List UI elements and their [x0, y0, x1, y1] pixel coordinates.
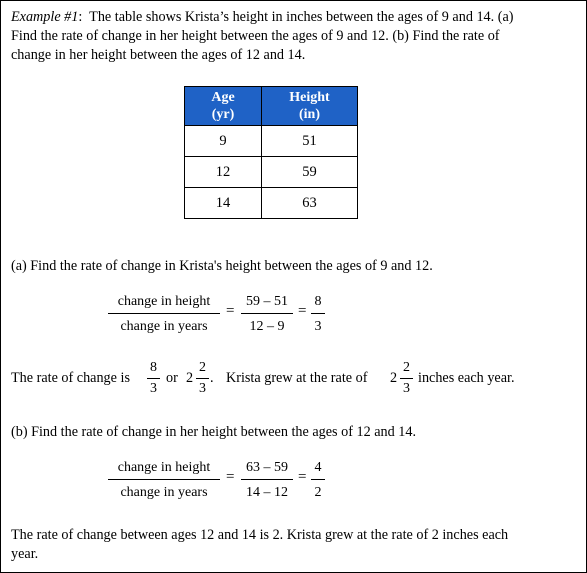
part-a-question: (a) Find the rate of change in Krista's height between the ages of 9 and 12. — [11, 258, 433, 274]
header-height: Height (in) — [262, 87, 358, 126]
part-b-fraction-2: 63 – 59 14 – 12 — [241, 459, 293, 502]
part-a-fraction-1: change in height change in years — [108, 293, 220, 336]
answer-or: or — [166, 370, 178, 386]
answer-fraction: 8 3 — [147, 360, 160, 397]
table-row — [185, 157, 358, 188]
answer-mixed2-whole: 2 — [390, 370, 398, 386]
answer-middle: Krista grew at the rate of — [226, 370, 368, 386]
intro-line-3: change in her height between the ages of 12 and 14. — [11, 47, 306, 63]
table-cell: 12 — [185, 157, 262, 188]
part-a-answer-prefix: The rate of change is — [11, 370, 130, 386]
table-cell: 14 — [185, 188, 262, 219]
table-header-row — [185, 87, 358, 126]
table-cell: 51 — [262, 126, 358, 157]
answer-mixed2-fraction: 2 3 — [400, 360, 413, 397]
part-a-fraction-3: 8 3 — [311, 293, 325, 336]
table-cell: 59 — [262, 157, 358, 188]
part-a-equals-2: = — [298, 303, 307, 319]
intro-line-2: Find the rate of change in her height between the ages of 9 and 12. (b) Find the rate of — [11, 28, 500, 44]
part-b-equals-2: = — [298, 469, 307, 485]
answer-period: . — [210, 370, 214, 386]
answer-mixed-whole: 2 — [186, 370, 194, 386]
answer-mixed-fraction: 2 3 — [196, 360, 209, 397]
answer-suffix: inches each year. — [418, 370, 515, 386]
part-b-answer-line-2: year. — [11, 546, 39, 562]
header-age: Age (yr) — [185, 87, 262, 126]
part-b-question: (b) Find the rate of change in her height between the ages of 12 and 14. — [11, 424, 416, 440]
part-b-answer-line-1: The rate of change between ages 12 and 14 is 2. Krista grew at the rate of 2 inches each — [11, 527, 509, 543]
part-b-fraction-1: change in height change in years — [108, 459, 220, 502]
table-cell: 9 — [185, 126, 262, 157]
height-table — [184, 86, 358, 219]
table-cell: 63 — [262, 188, 358, 219]
part-a-fraction-2: 59 – 51 12 – 9 — [241, 293, 293, 336]
example-label: Example #1 — [11, 9, 79, 25]
table-row — [185, 126, 358, 157]
intro-line-1: Example #1: The table shows Krista’s height in inches between the ages of 9 and 14. (a) — [11, 9, 514, 25]
part-b-fraction-3: 4 2 — [311, 459, 325, 502]
part-a-equals-1: = — [226, 303, 235, 319]
part-b-equals-1: = — [226, 469, 235, 485]
table-row — [185, 188, 358, 219]
